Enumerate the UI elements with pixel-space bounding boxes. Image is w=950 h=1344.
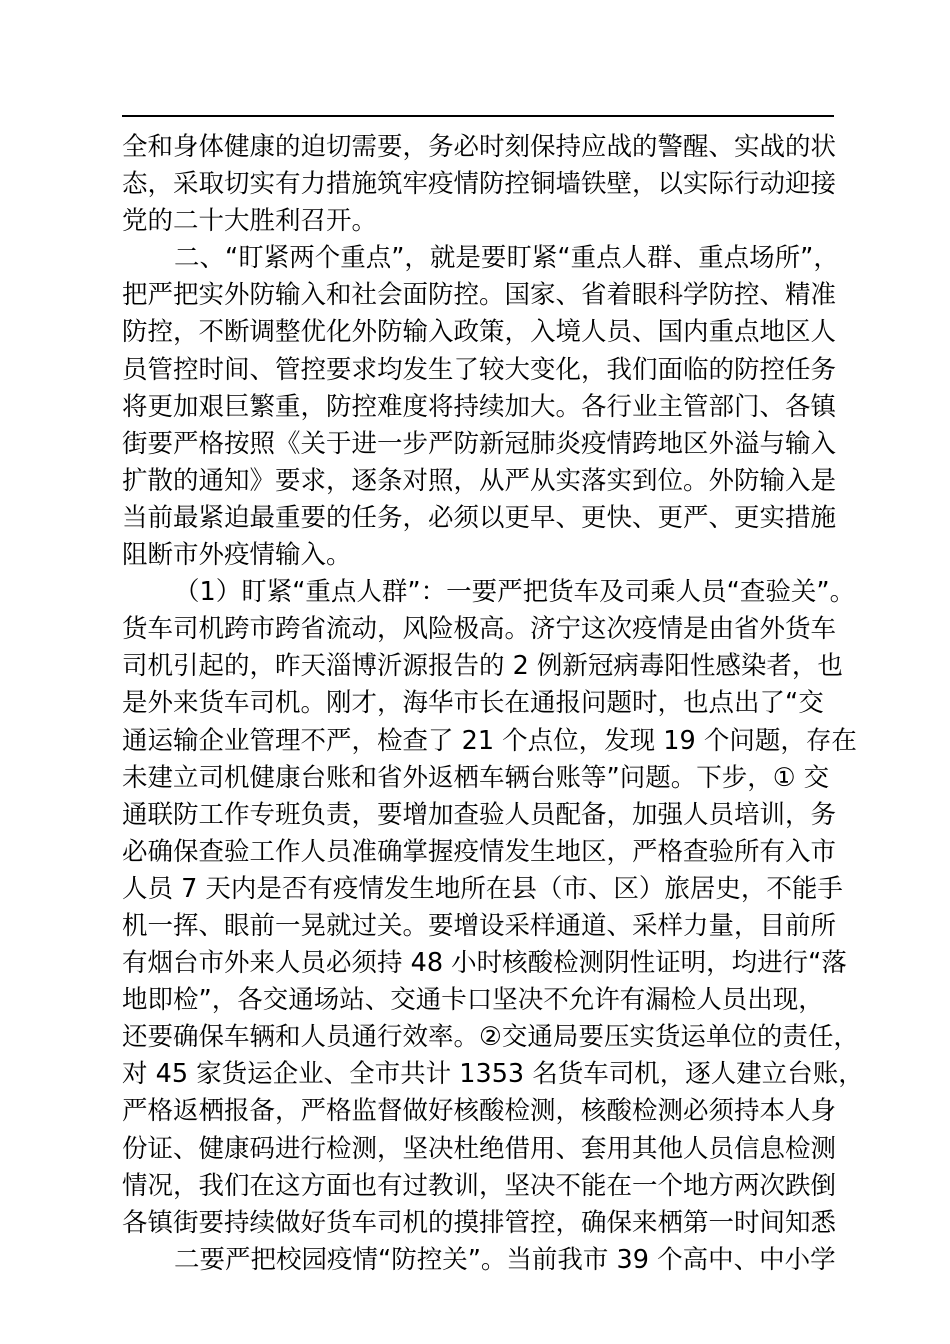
text-line: 态，采取切实有力措施筑牢疫情防控铜墙铁壁，以实际行动迎接 (122, 169, 837, 200)
text-line: 情况，我们在这方面也有过教训，坚决不能在一个地方两次跌倒 (122, 1170, 837, 1201)
text-line: 将更加艰巨繁重，防控难度将持续加大。各行业主管部门、各镇 (122, 391, 837, 422)
text-line: 是外来货车司机。刚才，海华市长在通报问题时，也点出了“交 (122, 688, 824, 719)
text-line: 防控，不断调整优化外防输入政策，入境人员、国内重点地区人 (122, 317, 837, 348)
text-line: 人员 7 天内是否有疫情发生地所在县（市、区）旅居史，不能手 (122, 873, 843, 904)
paragraph-start-line: 二、“盯紧两个重点”，就是要盯紧“重点人群、重点场所”， (174, 243, 839, 274)
text-line: 当前最紧迫最重要的任务，必须以更早、更快、更严、更实措施 (122, 502, 837, 533)
text-line: 机一挥、眼前一晃就过关。要增设采样通道、采样力量，目前所 (122, 910, 837, 941)
text-line: 未建立司机健康台账和省外返栖车辆台账等”问题。下步，① 交 (122, 762, 830, 793)
text-line: 对 45 家货运企业、全市共计 1353 名货车司机，逐人建立台账， (122, 1059, 864, 1090)
text-line: 通联防工作专班负责，要增加查验人员配备，加强人员培训，务 (122, 799, 837, 830)
text-line: 份证、健康码进行检测，坚决杜绝借用、套用其他人员信息检测 (122, 1133, 837, 1164)
text-line: 严格返栖报备，严格监督做好核酸检测，核酸检测必须持本人身 (122, 1096, 837, 1127)
text-line: 阻断市外疫情输入。 (122, 540, 352, 571)
header-rule (122, 115, 834, 117)
text-line: 必确保查验工作人员准确掌握疫情发生地区，严格查验所有入市 (122, 836, 837, 867)
text-line: 地即检”，各交通场站、交通卡口坚决不允许有漏检人员出现， (122, 985, 824, 1016)
text-line: 司机引起的，昨天淄博沂源报告的 2 例新冠病毒阳性感染者，也 (122, 651, 843, 682)
text-line: 员管控时间、管控要求均发生了较大变化，我们面临的防控任务 (122, 354, 837, 385)
text-line: 有烟台市外来人员必须持 48 小时核酸检测阴性证明，均进行“落 (122, 948, 847, 979)
text-line: 扩散的通知》要求，逐条对照，从严从实落实到位。外防输入是 (122, 465, 837, 496)
text-line: 全和身体健康的迫切需要，务必时刻保持应战的警醒、实战的状 (122, 132, 837, 162)
text-line: 把严把实外防输入和社会面防控。国家、省着眼科学防控、精准 (122, 280, 837, 311)
document-body (122, 129, 862, 1279)
paragraph-start-line: 二要严把校园疫情“防控关”。当前我市 39 个高中、中小学 (174, 1244, 836, 1275)
text-line: 党的二十大胜利召开。 (122, 206, 378, 237)
text-line: 货车司机跨市跨省流动，风险极高。济宁这次疫情是由省外货车 (122, 614, 837, 645)
text-line: 还要确保车辆和人员通行效率。②交通局要压实货运单位的责任， (122, 1022, 859, 1053)
paragraph-start-line: （1）盯紧“重点人群”：一要严把货车及司乘人员“查验关”。 (174, 577, 856, 608)
text-line: 街要严格按照《关于进一步严防新冠肺炎疫情跨地区外溢与输入 (122, 428, 837, 459)
text-line: 各镇街要持续做好货车司机的摸排管控，确保来栖第一时间知悉 (122, 1207, 837, 1238)
text-line: 通运输企业管理不严，检查了 21 个点位，发现 19 个问题，存在 (122, 725, 857, 756)
